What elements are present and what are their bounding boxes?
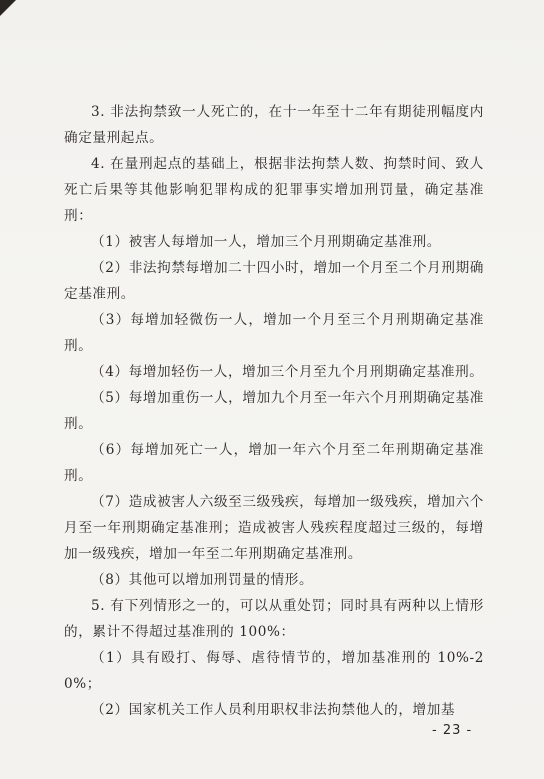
aggravation-item-1: （1）具有殴打、侮辱、虐待情节的，增加基准刑的 10%-20%； (64, 650, 484, 692)
list-item-8: （8）其他可以增加刑罚量的情形。 (91, 572, 314, 588)
list-item-4: （4）每增加轻伤一人，增加三个月至九个月刑期确定基准刑。 (91, 364, 484, 380)
list-item-7: （7）造成被害人六级至三级残疾，每增加一级残疾，增加六个月至一年刑期确定基准刑；造成被害人残疾程度超过三级的，每增加一级残疾，增加一年至二年刑期确定基准刑。 (64, 494, 484, 562)
page-number: - 23 - (432, 723, 473, 738)
list-item-6: （6）每增加死亡一人，增加一年六个月至二年刑期确定基准刑。 (64, 442, 484, 484)
list-item-1: （1）被害人每增加一人，增加三个月刑期确定基准刑。 (91, 234, 441, 250)
page-corner-fold (0, 0, 16, 16)
paragraph-item-5: 5. 有下列情形之一的，可以从重处罚；同时具有两种以上情形的，累计不得超过基准刑的 100%： (64, 598, 484, 640)
paragraph-item-3: 3. 非法拘禁致一人死亡的，在十一年至十二年有期徒刑幅度内确定量刑起点。 (64, 104, 484, 146)
list-item-5: （5）每增加重伤一人，增加九个月至一年六个月刑期确定基准刑。 (64, 390, 484, 432)
paragraph-item-4: 4. 在量刑起点的基础上，根据非法拘禁人数、拘禁时间、致人死亡后果等其他影响犯罪构成的犯罪事实增加刑罚量，确定基准刑： (64, 156, 484, 224)
list-item-3: （3）每增加轻微伤一人，增加一个月至三个月刑期确定基准刑。 (64, 312, 484, 354)
document-body (64, 99, 484, 723)
aggravation-item-2: （2）国家机关工作人员利用职权非法拘禁他人的，增加基 (91, 702, 456, 718)
list-item-2: （2）非法拘禁每增加二十四小时，增加一个月至二个月刑期确定基准刑。 (64, 260, 484, 302)
